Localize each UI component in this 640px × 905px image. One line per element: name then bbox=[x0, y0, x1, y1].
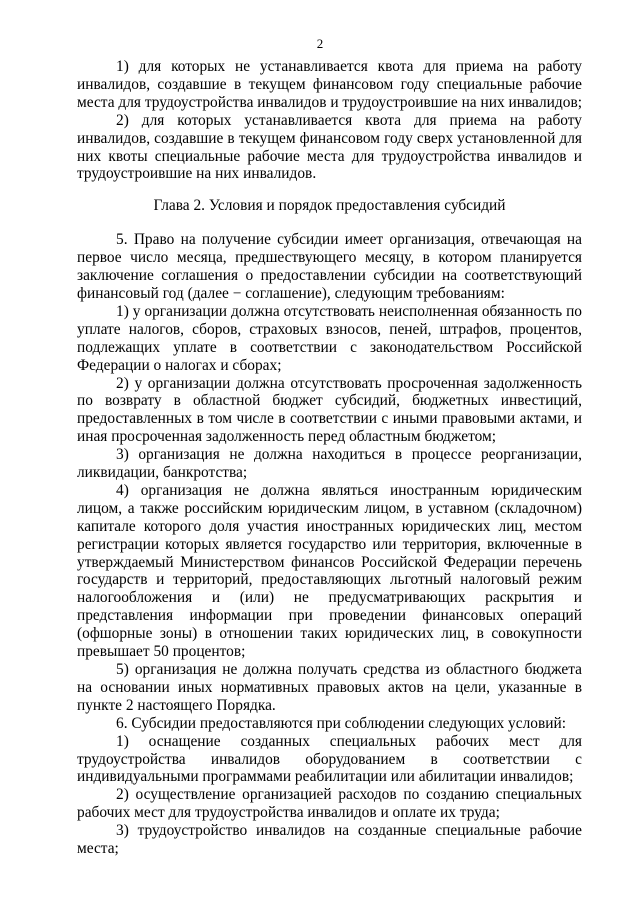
paragraph-requirement-1: 1) у организации должна отсутствовать неисполненная обязанность по уплате налогов, сборов, страховых взносов, пеней, штрафов, процентов, подлежащих уплате в соответствии с законодательством Российской Федерации о налогах и сборах; bbox=[77, 302, 582, 374]
chapter-heading: Глава 2. Условия и порядок предоставления субсидий bbox=[153, 197, 506, 215]
paragraph-condition-1: 1) оснащение созданных специальных рабочих мест для трудоустройства инвалидов оборудованием в соответствии с индивидуальными программами реабилитации или абилитации инвалидов; bbox=[77, 732, 582, 786]
paragraph-clause-6: 6. Субсидии предоставляются при соблюдении следующих условий: bbox=[116, 714, 566, 732]
paragraph-requirement-3: 3) организация не должна находиться в процессе реорганизации, ликвидации, банкротства; bbox=[77, 446, 582, 482]
paragraph-intro-1: 1) для которых не устанавливается квота для приема на работу инвалидов, создавшие в текущем финансовом году специальные рабочие места для трудоустройства инвалидов и трудоустроившие на них инвалидов; bbox=[77, 58, 582, 111]
paragraph-requirement-4: 4) организация не должна являться иностранным юридическим лицом, а также российским юридическим лицом, в уставном (складочном) капитале которого доля участия иностранных юридических лиц, местом регистрации которых является государство или территория, включенные в утверждаемый Министерством финансов Российской Федерации перечень государств и территорий, предоставляющих льготный налоговый режим налогообложения и (или) не предусматривающих раскрытия и представления информации при проведении финансовых операций (офшорные зоны) в отношении таких юридических лиц, в совокупности превышает 50 процентов; bbox=[77, 481, 582, 661]
paragraph-condition-3: 3) трудоустройство инвалидов на созданные специальные рабочие места; bbox=[77, 822, 582, 858]
paragraph-intro-2: 2) для которых устанавливается квота для приема на работу инвалидов, создавшие в текущем финансовом году сверх установленной для них квоты специальные рабочие места для трудоустройства инвалидов и трудоустроившие на них инвалидов. bbox=[77, 111, 582, 183]
paragraph-requirement-2: 2) у организации должна отсутствовать просроченная задолженность по возврату в областной бюджет субсидий, бюджетных инвестиций, предоставленных в том числе в соответствии с иными правовыми актами, и иная просроченная задолженность перед областным бюджетом; bbox=[77, 374, 582, 446]
paragraph-requirement-5: 5) организация не должна получать средства из областного бюджета на основании иных нормативных правовых актов на цели, указанные в пункте 2 настоящего Порядка. bbox=[77, 661, 582, 714]
paragraph-clause-5: 5. Право на получение субсидии имеет организация, отвечающая на первое число месяца, предшествующего месяцу, в котором планируется заключение соглашения о предоставлении субсидии на соответствующий финансовый год (далее − соглашение), следующим требованиям: bbox=[77, 231, 582, 302]
document-body bbox=[77, 58, 582, 858]
paragraph-condition-2: 2) осуществление организацией расходов по созданию специальных рабочих мест для трудоустройства инвалидов и оплате их труда; bbox=[77, 786, 582, 822]
page-number: 2 bbox=[316, 36, 324, 51]
